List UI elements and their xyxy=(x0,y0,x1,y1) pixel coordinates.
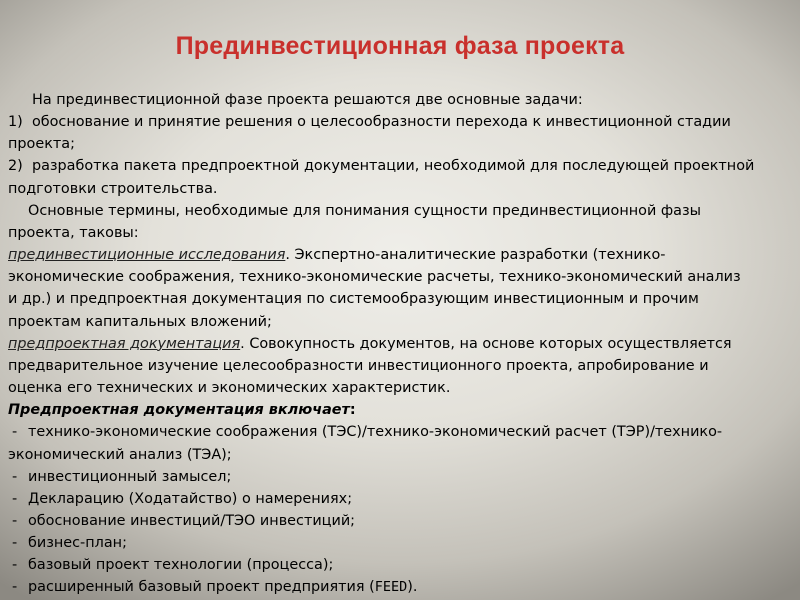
task-1-number: 1) xyxy=(8,114,23,131)
list-item-text: базовый проект технологии (процесса); xyxy=(28,557,334,574)
task-1 xyxy=(8,111,794,133)
term-2-line-3: оценка его технических и экономических характеристик. xyxy=(8,380,451,397)
slide-title: Прединвестиционная фаза проекта xyxy=(175,32,625,60)
slide-body xyxy=(8,89,794,599)
list-item xyxy=(8,576,794,598)
task-2-number: 2) xyxy=(8,158,23,175)
terms-intro: Основные термины, необходимые для понимания сущности прединвестиционной фазы xyxy=(28,202,702,219)
list-item xyxy=(8,510,794,532)
term-2-name: предпроектная документация xyxy=(8,335,241,352)
task-2 xyxy=(8,155,794,177)
includes-colon: : xyxy=(349,402,356,419)
term-1-line-3: и др.) и предпроектная документация по системообразующим инвестиционным и прочим xyxy=(8,291,699,308)
term-1-text: . Экспертно-аналитические разработки (технико- xyxy=(285,247,666,264)
list-item-text: технико-экономические соображения (ТЭС)/технико-экономический расчет (ТЭР)/технико- xyxy=(28,424,723,441)
list-item-text: Декларацию (Ходатайство) о намерениях; xyxy=(28,490,353,507)
term-2-text: . Совокупность документов, на основе которых осуществляется xyxy=(240,335,732,352)
task-1-continued: проекта; xyxy=(8,136,75,153)
intro-line: На прединвестиционной фазе проекта решаются две основные задачи: xyxy=(32,92,583,108)
list-dash: - xyxy=(12,490,18,507)
task-2-text: разработка пакета предпроектной документации, необходимой для последующей проектной xyxy=(31,158,755,175)
list-item-end: ). xyxy=(407,579,418,596)
term-1-name: прединвестиционные исследования xyxy=(8,247,286,264)
includes-heading: Предпроектная документация включает xyxy=(8,402,350,419)
list-dash: - xyxy=(12,557,18,574)
list-item-text: инвестиционный замысел; xyxy=(28,468,232,485)
list-dash: - xyxy=(12,468,18,485)
includes-heading-line xyxy=(8,399,794,421)
list-item-text: расширенный базовый проект предприятия ( xyxy=(28,579,375,596)
list-item xyxy=(8,466,794,488)
terms-intro-continued: проекта, таковы: xyxy=(8,224,139,241)
term-2-definition xyxy=(8,333,794,355)
task-1-text: обоснование и принятие решения о целесообразности перехода к инвестиционной стадии xyxy=(31,114,731,131)
list-item-text: бизнес-план; xyxy=(28,535,127,552)
list-dash: - xyxy=(12,579,18,596)
list-dash: - xyxy=(12,535,18,552)
term-1-line-2: экономические соображения, технико-экономические расчеты, технико-экономический анализ xyxy=(8,269,741,286)
list-item xyxy=(8,554,794,576)
term-1-line-4: проектам капитальных вложений; xyxy=(8,313,272,330)
list-dash: - xyxy=(12,512,18,529)
list-item-text: обоснование инвестиций/ТЭО инвестиций; xyxy=(28,512,356,529)
list-dash: - xyxy=(12,424,18,441)
term-1-definition xyxy=(8,244,794,266)
list-item xyxy=(8,532,794,554)
list-item xyxy=(8,421,794,443)
task-2-continued: подготовки строительства. xyxy=(8,180,218,197)
list-item-continued: экономический анализ (ТЭА); xyxy=(8,446,232,463)
term-2-line-2: предварительное изучение целесообразности инвестиционного проекта, апробирование и xyxy=(8,357,709,374)
list-item-abbreviation: FEED xyxy=(374,579,408,596)
list-item xyxy=(8,488,794,510)
